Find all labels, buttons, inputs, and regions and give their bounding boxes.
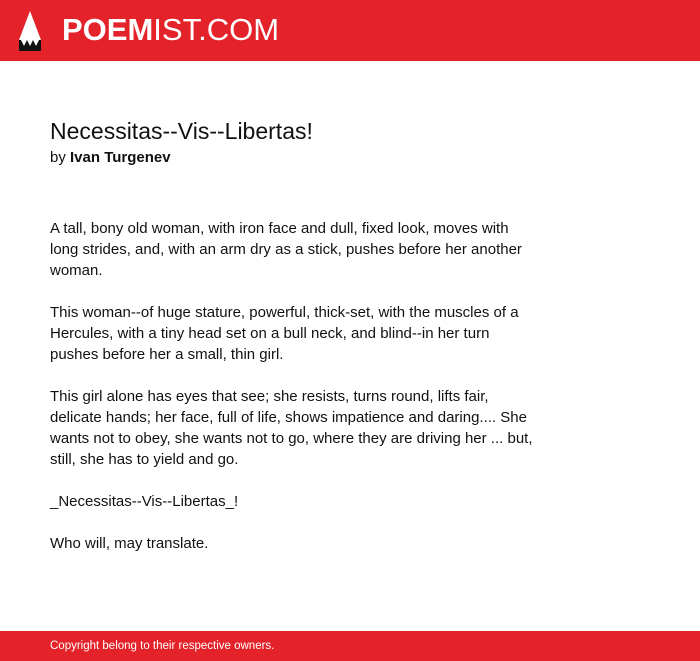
stanza bbox=[50, 218, 560, 281]
copyright-text: Copyright belong to their respective owners. bbox=[50, 640, 275, 652]
poem-line: Hercules, with a tiny head set on a bull neck, and blind--in her turn bbox=[50, 325, 490, 342]
poem-byline bbox=[50, 147, 560, 169]
pencil-tip-icon[interactable] bbox=[17, 10, 43, 52]
logo-text-bold: POEM bbox=[62, 12, 154, 47]
poem-line: pushes before her a small, thin girl. bbox=[50, 346, 284, 363]
stanza bbox=[50, 491, 560, 512]
poem-line: delicate hands; her face, full of life, shows impatience and daring.... She bbox=[50, 409, 527, 426]
site-header bbox=[0, 0, 700, 61]
by-label: by bbox=[50, 149, 66, 166]
stanza bbox=[50, 533, 560, 554]
author-name[interactable]: Ivan Turgenev bbox=[70, 149, 171, 166]
poem-line: This woman--of huge stature, powerful, thick-set, with the muscles of a bbox=[50, 304, 519, 321]
poem-title: Necessitas--Vis--Libertas! bbox=[50, 118, 313, 144]
poem-line: _Necessitas--Vis--Libertas_! bbox=[50, 493, 239, 510]
poem-line: woman. bbox=[50, 262, 103, 279]
poem-line: wants not to obey, she wants not to go, where they are driving her ... but, bbox=[50, 430, 533, 447]
poem-line: still, she has to yield and go. bbox=[50, 451, 239, 468]
logo-text-light: IST.COM bbox=[153, 12, 280, 47]
site-logo[interactable] bbox=[62, 10, 279, 50]
poem-body bbox=[50, 218, 560, 554]
poem-line: Who will, may translate. bbox=[50, 535, 209, 552]
site-footer bbox=[0, 631, 700, 661]
poem-line: A tall, bony old woman, with iron face and dull, fixed look, moves with bbox=[50, 220, 509, 237]
poem-content bbox=[50, 115, 560, 575]
stanza bbox=[50, 302, 560, 365]
poem-line: This girl alone has eyes that see; she resists, turns round, lifts fair, bbox=[50, 388, 489, 405]
poem-line: long strides, and, with an arm dry as a stick, pushes before her another bbox=[50, 241, 522, 258]
stanza bbox=[50, 386, 560, 470]
